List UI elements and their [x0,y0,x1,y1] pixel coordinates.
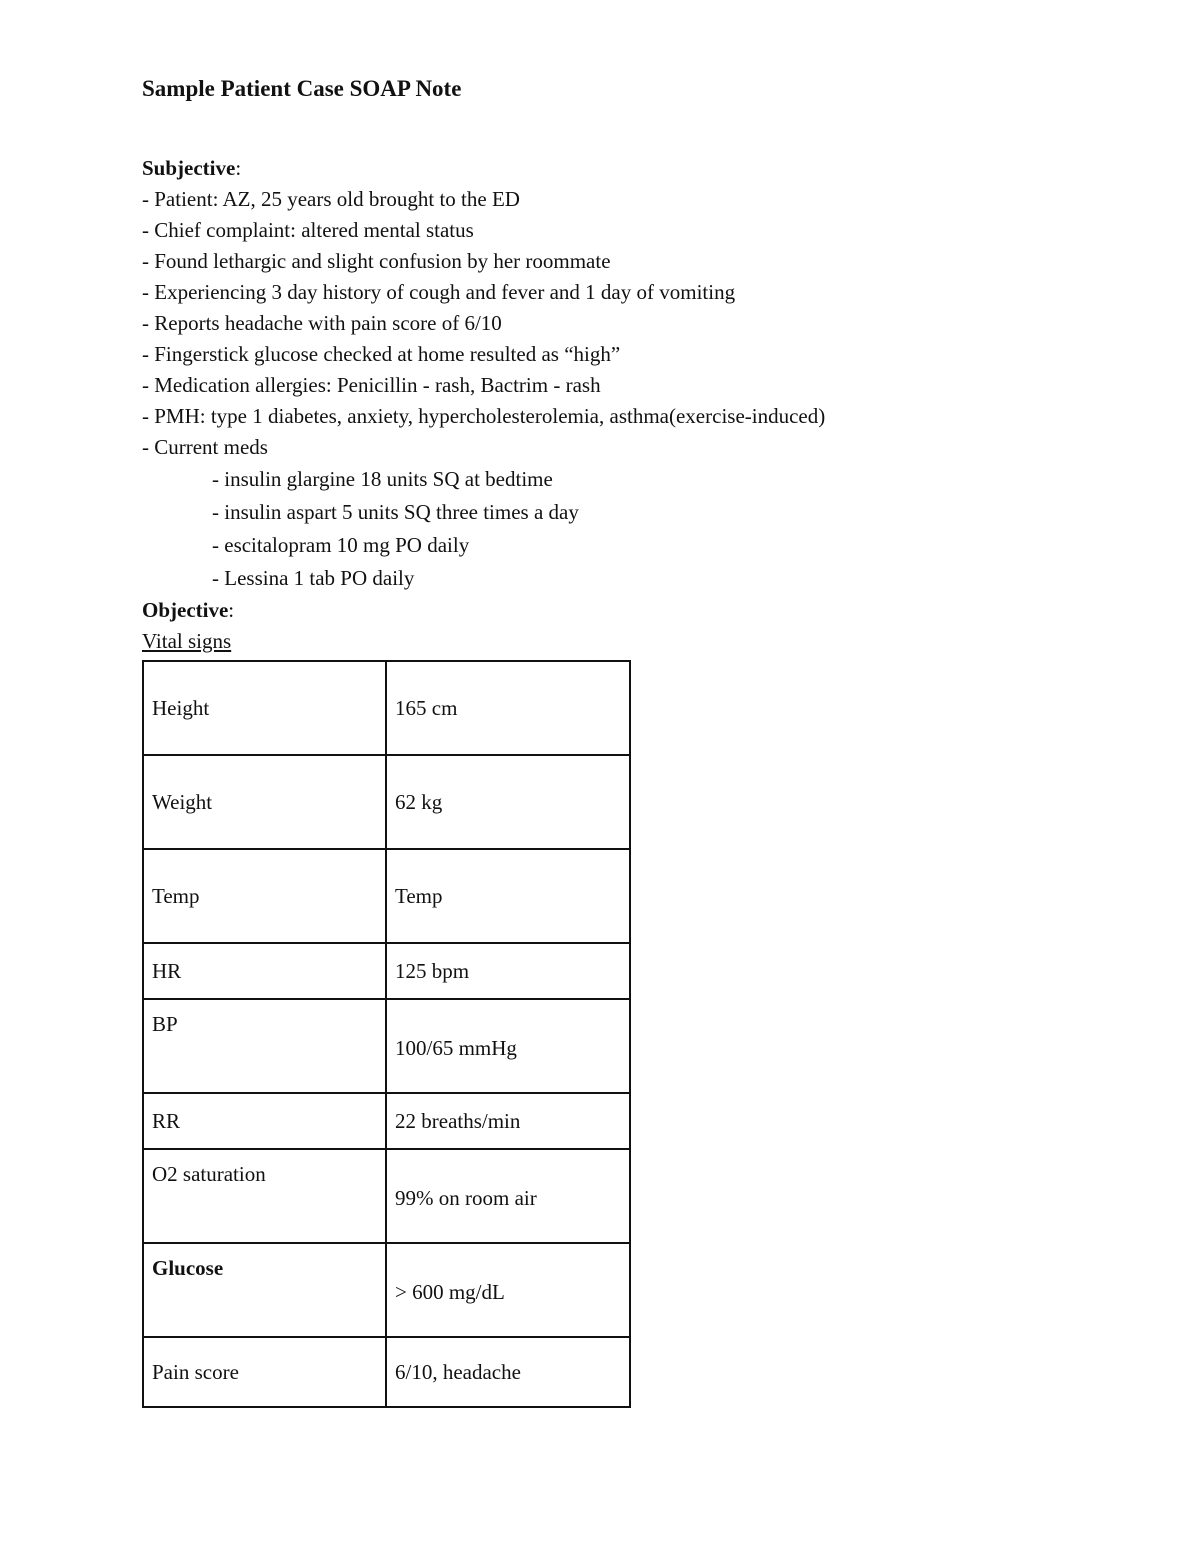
subjective-heading: Subjective [142,156,236,180]
vital-label: Height [143,661,386,755]
subjective-heading-line [142,153,1042,184]
vital-value: 6/10, headache [386,1337,630,1407]
subjective-line: - Patient: AZ, 25 years old brought to the ED [142,187,520,211]
vital-label-cell [143,1149,386,1243]
vital-label-cell [143,1243,386,1337]
subjective-line: - Chief complaint: altered mental status [142,218,474,242]
table-row [143,849,630,943]
document-page [142,72,1042,1408]
current-med-item: - insulin glargine 18 units SQ at bedtime [212,467,553,491]
vital-signs-label: Vital signs [142,629,232,653]
vital-value: 62 kg [386,755,630,849]
table-row [143,1337,630,1407]
vital-label-cell [143,999,386,1093]
current-med-item: - Lessina 1 tab PO daily [212,566,415,590]
table-row [143,661,630,755]
vital-label: O2 saturation [152,1162,266,1186]
vital-value: 22 breaths/min [386,1093,630,1149]
table-row [143,943,630,999]
subjective-line: - Fingerstick glucose checked at home resulted as “high” [142,342,621,366]
table-row [143,755,630,849]
vital-value: 125 bpm [386,943,630,999]
objective-heading-line [142,595,1042,626]
table-row [143,1093,630,1149]
vital-label: HR [143,943,386,999]
vital-label: Temp [143,849,386,943]
vital-value-cell [386,1149,630,1243]
subjective-line: - Experiencing 3 day history of cough and fever and 1 day of vomiting [142,280,736,304]
vital-value-cell [386,1243,630,1337]
table-row [143,999,630,1093]
subjective-line: - Reports headache with pain score of 6/10 [142,311,502,335]
vital-signs-table [142,660,631,1408]
subjective-line: - Medication allergies: Penicillin - rash, Bactrim - rash [142,373,601,397]
vital-label: BP [152,1012,178,1036]
current-med-item: - insulin aspart 5 units SQ three times a day [212,500,579,524]
vital-value: 99% on room air [395,1186,537,1210]
vital-value: 100/65 mmHg [395,1036,517,1060]
objective-heading: Objective [142,598,229,622]
vital-value: 165 cm [386,661,630,755]
document-title: Sample Patient Case SOAP Note [142,76,462,101]
table-row [143,1243,630,1337]
vital-label: Weight [143,755,386,849]
current-med-item: - escitalopram 10 mg PO daily [212,533,470,557]
vital-value: Temp [386,849,630,943]
vital-label: RR [143,1093,386,1149]
subjective-line: - Current meds [142,435,268,459]
subjective-colon: : [235,156,242,180]
table-row [143,1149,630,1243]
vital-label: Pain score [143,1337,386,1407]
vital-value: > 600 mg/dL [395,1280,505,1304]
vital-label: Glucose [152,1256,224,1280]
vital-value-cell [386,999,630,1093]
objective-colon: : [228,598,235,622]
subjective-line: - Found lethargic and slight confusion by her roommate [142,249,611,273]
subjective-line: - PMH: type 1 diabetes, anxiety, hypercholesterolemia, asthma(exercise-induced) [142,404,826,428]
